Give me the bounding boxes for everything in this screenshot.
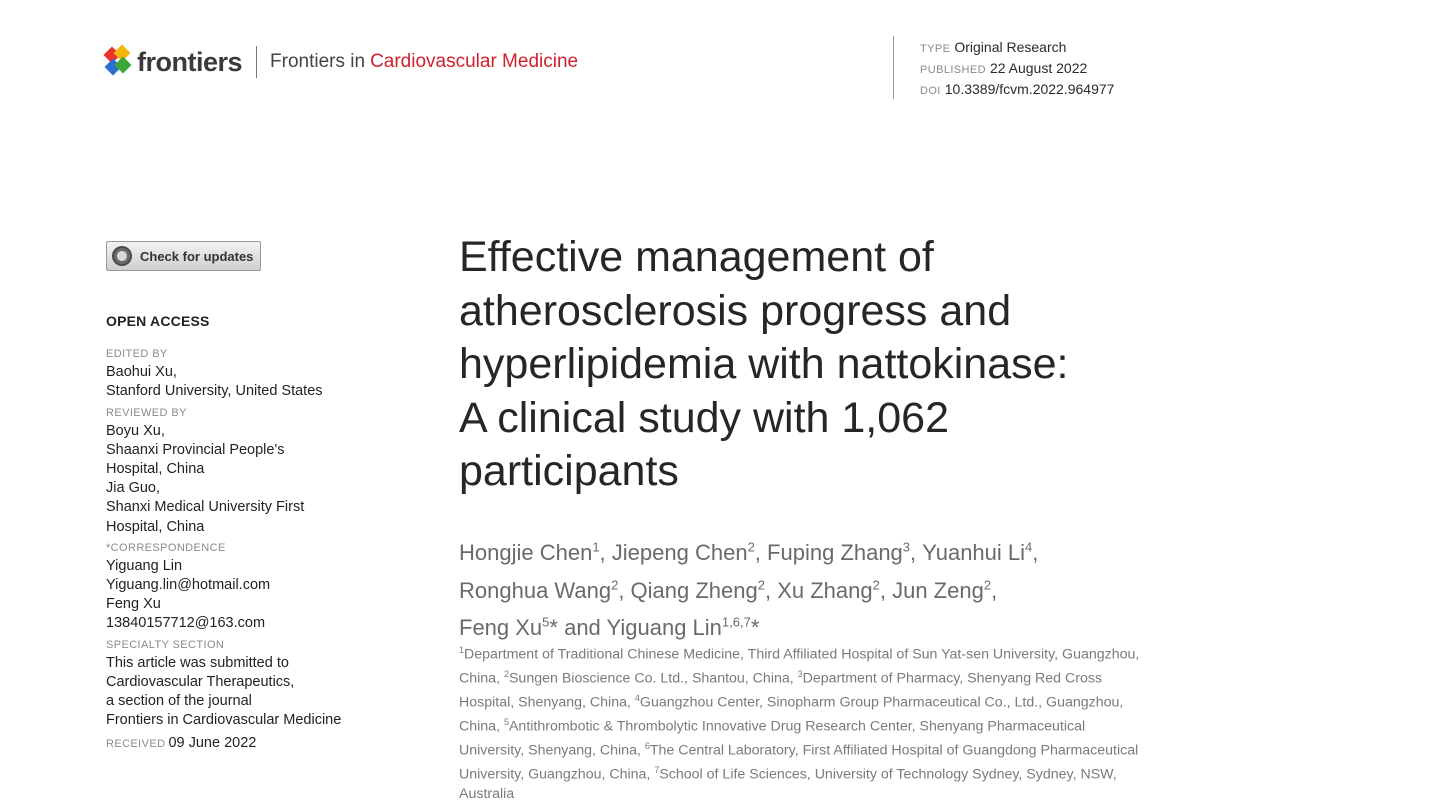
author-list — [459, 532, 1159, 644]
author-name: Feng Xu — [459, 614, 543, 640]
author-affil-ref: 2 — [747, 540, 755, 555]
author[interactable] — [607, 615, 760, 640]
author[interactable] — [767, 540, 922, 565]
author-name: Hongjie Chen — [459, 540, 593, 566]
brand-name: frontiers — [137, 46, 243, 77]
crossmark-icon — [112, 246, 132, 266]
title-line: Effective management of — [459, 233, 934, 281]
meta-key: TYPE — [920, 43, 951, 55]
affil-text: Department of Pharmacy, Shenyang Red Cross Hospital, Shenyang, China, — [459, 670, 1103, 711]
open-access-label: OPEN ACCESS — [106, 313, 210, 329]
title-line: atherosclerosis progress and — [459, 286, 1012, 335]
article-sidebar — [106, 312, 406, 755]
author[interactable] — [777, 578, 892, 603]
specialty-line: This article was submitted to — [106, 654, 289, 671]
author-affil-ref: 2 — [983, 577, 992, 593]
affil-ref: 7 — [654, 764, 660, 775]
meta-divider — [893, 36, 894, 99]
author-name: Yiguang Lin — [606, 614, 722, 640]
meta-type — [920, 38, 1114, 59]
edited-by-section — [106, 345, 406, 401]
correspondent-name: Yiguang Lin — [106, 557, 183, 574]
affil-ref: 4 — [634, 692, 640, 703]
section-heading: *CORRESPONDENCE — [106, 541, 226, 554]
received-row — [106, 734, 406, 754]
author-name: Yuanhui Li — [922, 540, 1026, 566]
specialty-line: Frontiers in Cardiovascular Medicine — [106, 712, 342, 729]
specialty-line: Cardiovascular Therapeutics, — [106, 673, 295, 690]
title-line: hyperlipidemia with nattokinase: — [459, 340, 1069, 388]
author-separator: , — [618, 577, 631, 603]
journal-prefix: Frontiers in — [270, 51, 366, 72]
author[interactable] — [631, 578, 778, 603]
author-separator: , — [879, 577, 893, 603]
author-name: Xu Zhang — [777, 577, 873, 603]
section-heading: SPECIALTY SECTION — [106, 638, 225, 651]
author-affil-ref: 1 — [592, 540, 600, 555]
author[interactable] — [892, 578, 997, 603]
affil-ref: 6 — [644, 740, 650, 751]
affil-text: Department of Traditional Chinese Medicine, Third Affiliated Hospital of Sun Yat-sen University, Guangzhou, China, — [459, 646, 1140, 687]
author-name: Fuping Zhang — [767, 540, 903, 566]
author-name: Qiang Zheng — [630, 577, 758, 603]
specialty-section — [106, 636, 406, 731]
author-separator: , — [910, 540, 923, 566]
received-key: RECEIVED — [106, 738, 166, 751]
journal-name: Cardiovascular Medicine — [370, 51, 579, 72]
affil-text: Sungen Bioscience Co. Ltd., Shantou, China, — [508, 670, 798, 687]
specialty-line: a section of the journal — [106, 693, 252, 710]
title-line: participants — [459, 447, 679, 495]
author[interactable] — [459, 615, 607, 640]
author-separator: , — [599, 540, 612, 566]
author-affil-ref: 4 — [1025, 540, 1033, 555]
author-separator: , — [991, 577, 998, 603]
affiliations — [459, 641, 1149, 804]
author-name: Jiepeng Chen — [611, 540, 748, 566]
section-heading: EDITED BY — [106, 348, 168, 361]
author-separator: , — [764, 577, 778, 603]
author[interactable] — [459, 540, 612, 565]
affil-ref: 3 — [797, 668, 803, 679]
author[interactable] — [612, 540, 767, 565]
meta-key: PUBLISHED — [920, 64, 986, 76]
meta-doi — [920, 80, 1114, 101]
author-affil-ref: 2 — [611, 577, 619, 593]
author-affil-ref: 3 — [902, 540, 911, 555]
article-title — [459, 231, 1159, 499]
affil-text: Antithrombotic & Thrombolytic Innovative Drug Research Center, Shenyang Pharmaceutical University, Shenyang, China, — [459, 718, 1086, 759]
logo-divider — [256, 46, 257, 78]
section-heading: REVIEWED BY — [106, 406, 187, 419]
author-affil-ref: 1,6,7 — [721, 614, 751, 630]
reviewed-by-section — [106, 404, 406, 537]
affil-ref: 5 — [503, 716, 509, 727]
meta-value: 22 August 2022 — [989, 60, 1088, 76]
author-name: Ronghua Wang — [459, 577, 612, 603]
article-meta — [920, 38, 1114, 101]
check-for-updates-button[interactable] — [106, 241, 261, 271]
author-separator: * and — [549, 614, 607, 640]
meta-key: DOI — [920, 85, 941, 97]
correspondence-section — [106, 539, 406, 634]
author[interactable] — [922, 540, 1038, 565]
affil-ref: 1 — [459, 645, 465, 655]
affil-text: School of Life Sciences, University of Technology Sydney, Sydney, NSW, Australia — [459, 766, 1117, 802]
reviewer-line: Boyu Xu, — [106, 422, 165, 439]
frontiers-logo-icon — [105, 46, 131, 78]
affil-text: Guangzhou Center, Sinopharm Group Pharmaceutical Co., Ltd., Guangzhou, China, — [459, 694, 1124, 735]
correspondent-name: Feng Xu — [106, 596, 161, 613]
reviewer-line: Shanxi Medical University First — [106, 499, 305, 516]
correspondent-email[interactable]: 13840157712@163.com — [106, 615, 266, 632]
title-line: A clinical study with 1,062 — [459, 393, 949, 442]
check-for-updates-label: Check for updates — [140, 248, 254, 264]
doi-link[interactable]: 10.3389/fcvm.2022.964977 — [944, 81, 1115, 97]
author-separator: * — [750, 614, 760, 640]
reviewer-line: Shaanxi Provincial People's — [106, 441, 285, 458]
reviewer-line: Jia Guo, — [106, 480, 160, 497]
author-affil-ref: 2 — [757, 577, 765, 593]
editor-name: Baohui Xu, — [106, 364, 177, 381]
author-separator: , — [1032, 540, 1039, 566]
editor-affiliation: Stanford University, United States — [106, 383, 323, 400]
affil-text: The Central Laboratory, First Affiliated Hospital of Guangdong Pharmaceutical University, Guangzhou, China, — [459, 742, 1139, 783]
reviewer-line: Hospital, China — [106, 518, 205, 535]
author-name: Jun Zeng — [892, 577, 984, 603]
affil-ref: 2 — [503, 668, 509, 679]
frontiers-logo[interactable] — [105, 46, 578, 78]
meta-published — [920, 59, 1114, 80]
received-date: 09 June 2022 — [168, 735, 257, 752]
meta-value: Original Research — [954, 39, 1067, 55]
author-separator: , — [754, 540, 768, 566]
author[interactable] — [459, 578, 631, 603]
reviewer-line: Hospital, China — [106, 461, 205, 478]
author-affil-ref: 5 — [542, 614, 550, 630]
correspondent-email[interactable]: Yiguang.lin@hotmail.com — [106, 577, 271, 594]
author-affil-ref: 2 — [872, 577, 880, 593]
